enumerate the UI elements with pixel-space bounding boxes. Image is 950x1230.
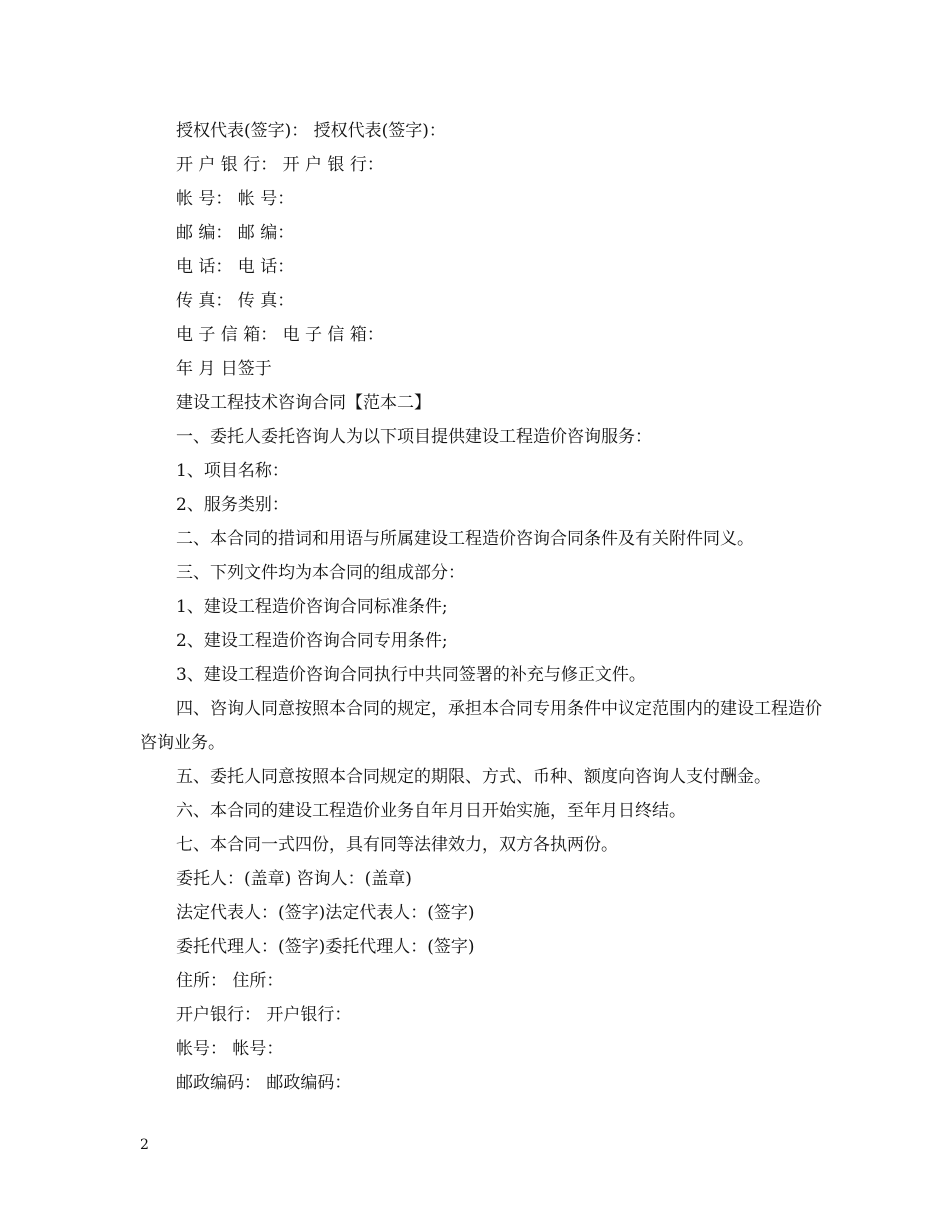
text-line: 开户银行： 开户银行： xyxy=(176,1005,352,1025)
text-line: 电 子 信 箱： 电 子 信 箱： xyxy=(176,325,384,345)
paragraph-wrapped: 四、咨询人同意按照本合同的规定，承担本合同专用条件中议定范围内的建设工程造价咨询业务。 xyxy=(140,699,822,753)
text-line: 2、服务类别： xyxy=(176,495,289,515)
text-line: 2、建设工程造价咨询合同专用条件; xyxy=(176,631,448,651)
text-line: 委托代理人：(签字)委托代理人：(签字) xyxy=(176,937,475,957)
text-line: 1、建设工程造价咨询合同标准条件; xyxy=(176,597,448,617)
text-line: 一、委托人委托咨询人为以下项目提供建设工程造价咨询服务： xyxy=(176,427,652,447)
text-line: 3、建设工程造价咨询合同执行中共同签署的补充与修正文件。 xyxy=(176,665,646,685)
text-line: 住所： 住所： xyxy=(176,971,284,991)
text-line: 年 月 日签于 xyxy=(176,359,272,379)
text-line: 电 话： 电 话： xyxy=(176,257,295,277)
text-line: 法定代表人：(签字)法定代表人：(签字) xyxy=(176,903,475,923)
section-heading: 建设工程技术咨询合同【范本二】 xyxy=(176,393,431,413)
text-line: 二、本合同的措词和用语与所属建设工程造价咨询合同条件及有关附件同义。 xyxy=(176,529,754,549)
text-line: 邮 编： 邮 编： xyxy=(176,223,295,243)
text-line: 七、本合同一式四份，具有同等法律效力，双方各执两份。 xyxy=(176,835,618,855)
page-number: 2 xyxy=(140,1137,149,1153)
text-line: 开 户 银 行： 开 户 银 行： xyxy=(176,155,384,175)
text-line: 六、本合同的建设工程造价业务自年月日开始实施，至年月日终结。 xyxy=(176,801,686,821)
document-body xyxy=(140,114,830,1100)
text-line: 传 真： 传 真： xyxy=(176,291,295,311)
text-line: 三、下列文件均为本合同的组成部分： xyxy=(176,563,465,583)
text-line: 授权代表(签字)： 授权代表(签字)： xyxy=(176,121,446,141)
text-line: 1、项目名称： xyxy=(176,461,289,481)
text-line: 邮政编码： 邮政编码： xyxy=(176,1073,352,1093)
text-line: 委托人：(盖章) 咨询人：(盖章) xyxy=(176,869,412,889)
text-line: 帐 号： 帐 号： xyxy=(176,189,295,209)
text-line: 帐号： 帐号： xyxy=(176,1039,284,1059)
text-line: 五、委托人同意按照本合同规定的期限、方式、币种、额度向咨询人支付酬金。 xyxy=(176,767,771,787)
